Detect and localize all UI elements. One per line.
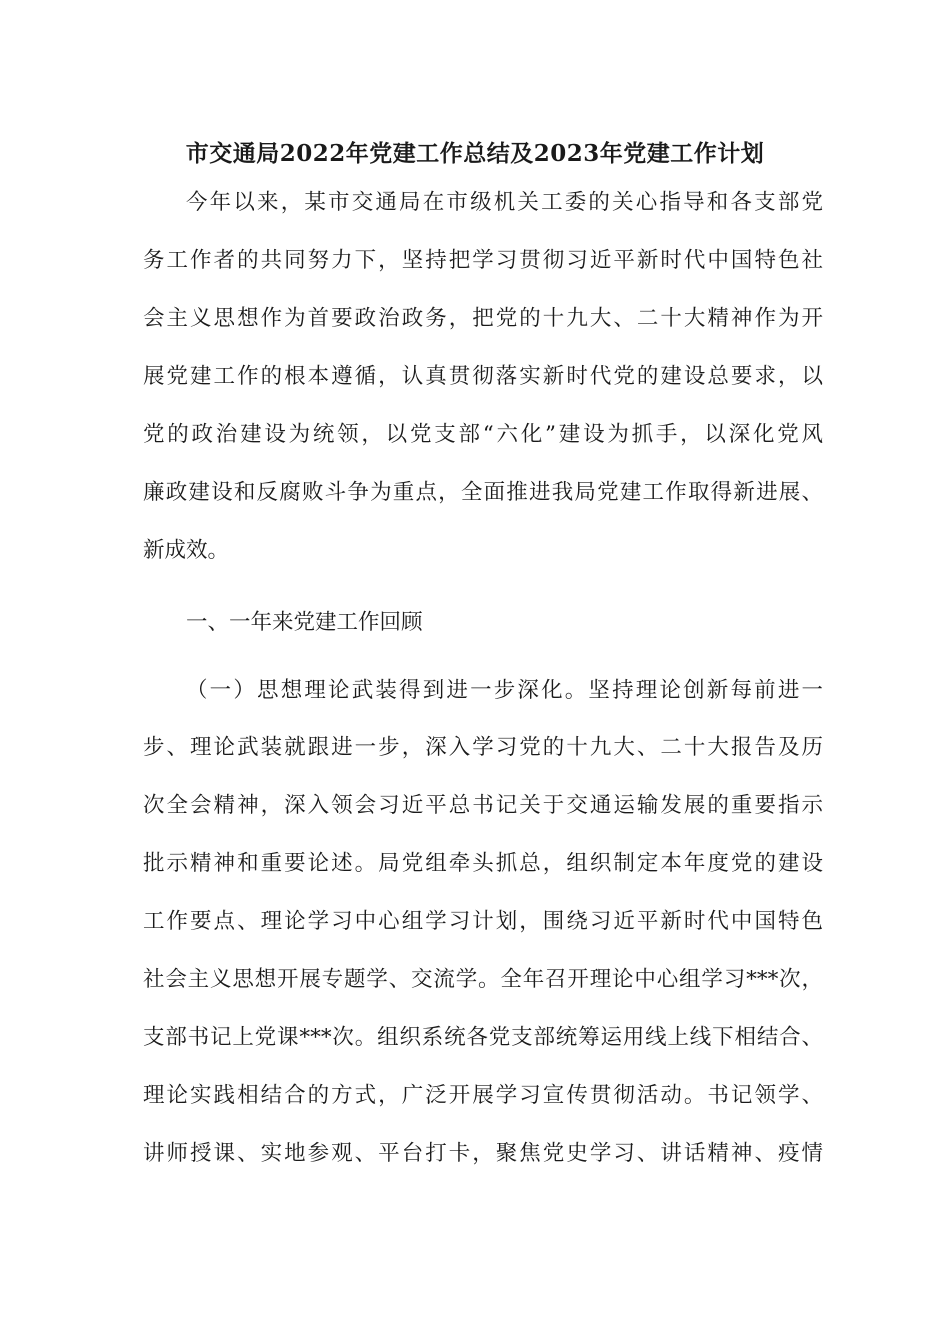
document-title: 市交通局2022年党建工作总结及2023年党建工作计划 — [185, 140, 765, 167]
subsection-line: 社会主义思想开展专题学、交流学。全年召开理论中心组学习***次， — [143, 967, 823, 992]
intro-line: 会主义思想作为首要政治政务，把党的十九大、二十大精神作为开 — [143, 306, 823, 331]
subsection-line: 支部书记上党课***次。组织系统各党支部统筹运用线上线下相结合、 — [143, 1025, 823, 1050]
subsection-line: 工作要点、理论学习中心组学习计划，围绕习近平新时代中国特色 — [143, 909, 823, 934]
subsection-line: （一）思想理论武装得到进一步深化。坚持理论创新每前进一 — [186, 678, 823, 703]
intro-line: 党的政治建设为统领，以党支部“六化”建设为抓手，以深化党风 — [143, 422, 823, 447]
subsection-line: 批示精神和重要论述。局党组牵头抓总，组织制定本年度党的建设 — [143, 851, 823, 876]
intro-line: 廉政建设和反腐败斗争为重点，全面推进我局党建工作取得新进展、 — [143, 480, 823, 505]
intro-line: 展党建工作的根本遵循，认真贯彻落实新时代党的建设总要求，以 — [143, 364, 823, 389]
intro-line: 今年以来，某市交通局在市级机关工委的关心指导和各支部党 — [186, 190, 823, 215]
intro-line: 务工作者的共同努力下，坚持把学习贯彻习近平新时代中国特色社 — [143, 248, 823, 273]
intro-line: 新成效。 — [143, 538, 230, 563]
subsection-line: 步、理论武装就跟进一步，深入学习党的十九大、二十大报告及历 — [143, 735, 823, 760]
subsection-line: 理论实践相结合的方式，广泛开展学习宣传贯彻活动。书记领学、 — [143, 1083, 823, 1108]
subsection-line: 次全会精神，深入领会习近平总书记关于交通运输发展的重要指示 — [143, 793, 823, 818]
section-heading: 一、一年来党建工作回顾 — [186, 610, 423, 635]
subsection-line: 讲师授课、实地参观、平台打卡，聚焦党史学习、讲话精神、疫情 — [143, 1141, 823, 1166]
